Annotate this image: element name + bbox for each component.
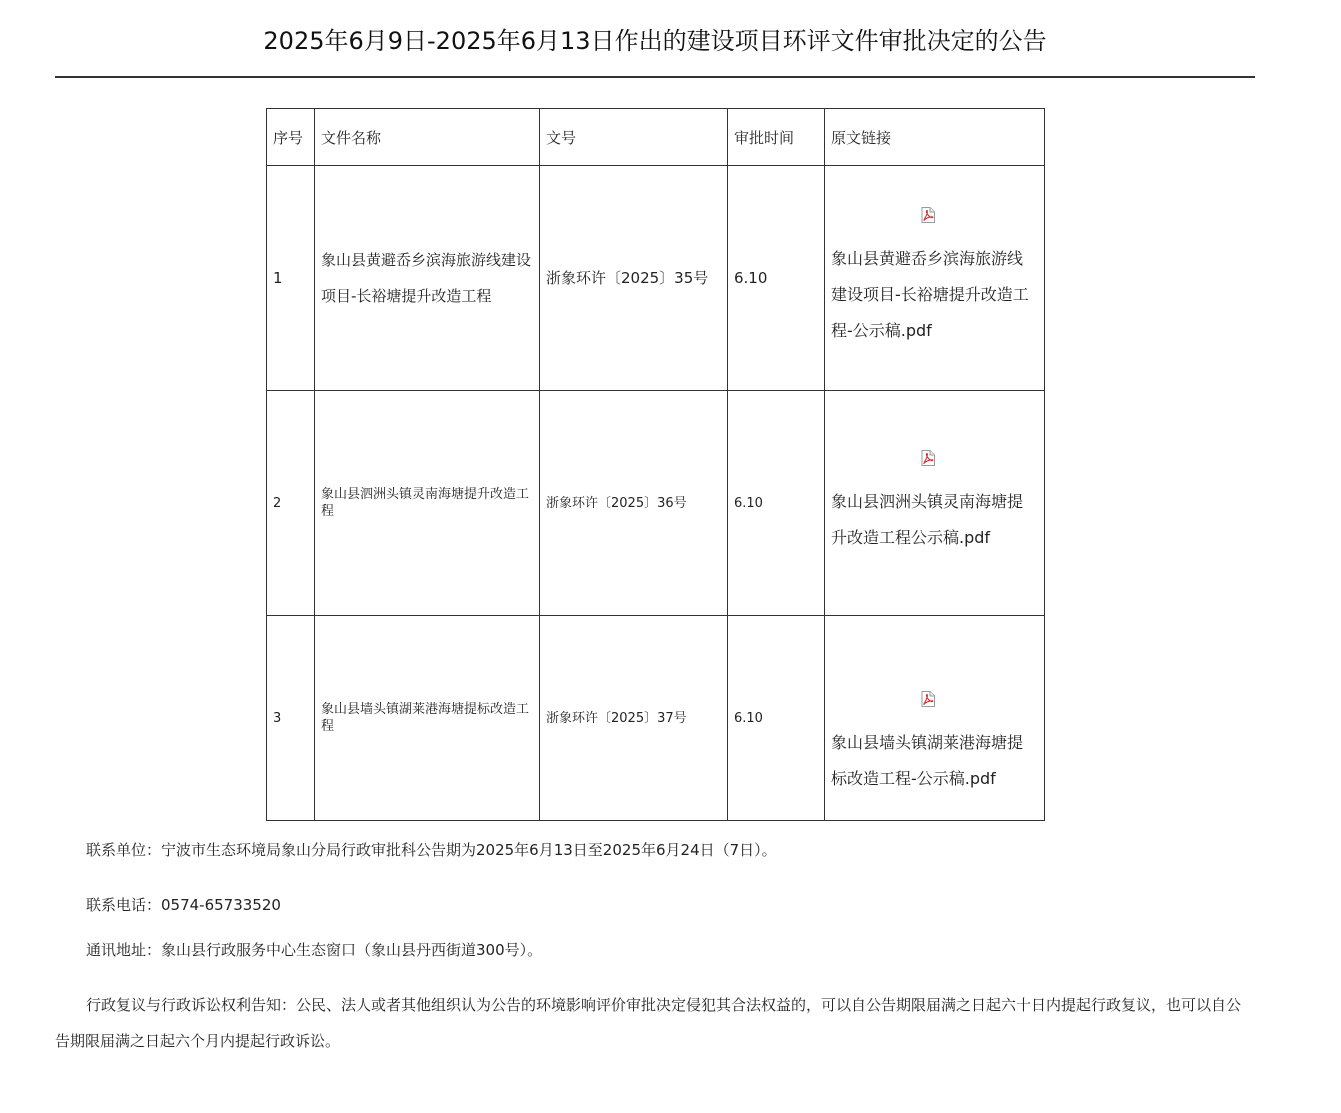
table-row — [267, 391, 1045, 616]
row-approval-date: 6.10 — [728, 166, 825, 391]
pdf-link[interactable]: 象山县泗洲头镇灵南海塘提升改造工程公示稿.pdf — [831, 492, 1024, 547]
table-row — [267, 166, 1045, 391]
row-file-name: 象山县墙头镇湖莱港海塘提标改造工程 — [315, 616, 540, 821]
header-date: 审批时间 — [728, 109, 825, 166]
pdf-link[interactable]: 象山县黄避岙乡滨海旅游线建设项目-长裕塘提升改造工程-公示稿.pdf — [831, 249, 1029, 340]
header-link: 原文链接 — [825, 109, 1045, 166]
header-no: 序号 — [267, 109, 315, 166]
contact-unit: 联系单位：宁波市生态环境局象山分局行政审批科公告期为2025年6月13日至2025年6月24日（7日）。 — [86, 841, 777, 859]
pdf-file-icon[interactable] — [921, 450, 935, 466]
row-link-cell — [825, 166, 1045, 391]
table-row — [267, 616, 1045, 821]
header-doc: 文号 — [540, 109, 728, 166]
row-file-name: 象山县黄避岙乡滨海旅游线建设项目-长裕塘提升改造工程 — [315, 166, 540, 391]
row-no: 2 — [267, 391, 315, 616]
pdf-file-icon[interactable] — [921, 691, 935, 707]
contact-phone: 联系电话：0574-65733520 — [86, 896, 281, 914]
row-no: 3 — [267, 616, 315, 821]
row-file-name: 象山县泗洲头镇灵南海塘提升改造工程 — [315, 391, 540, 616]
pdf-file-icon[interactable] — [921, 207, 935, 223]
appeal-rights-notice: 行政复议与行政诉讼权利告知：公民、法人或者其他组织认为公告的环境影响评价审批决定侵犯其合法权益的，可以自公告期限届满之日起六十日内提起行政复议，也可以自公告期限届满之日起六个月内提起行政诉讼。 — [55, 996, 1242, 1050]
pdf-link[interactable]: 象山县墙头镇湖莱港海塘提标改造工程-公示稿.pdf — [831, 733, 1024, 788]
header-name: 文件名称 — [315, 109, 540, 166]
row-doc-number: 浙象环许〔2025〕36号 — [540, 391, 728, 616]
approval-table — [266, 108, 1045, 821]
table-header-row — [267, 109, 1045, 166]
title-divider — [55, 76, 1255, 78]
row-doc-number: 浙象环许〔2025〕37号 — [540, 616, 728, 821]
row-doc-number: 浙象环许〔2025〕35号 — [540, 166, 728, 391]
row-approval-date: 6.10 — [728, 391, 825, 616]
contact-address: 通讯地址：象山县行政服务中心生态窗口（象山县丹西街道300号）。 — [86, 941, 543, 959]
page-title: 2025年6月9日-2025年6月13日作出的建设项目环评文件审批决定的公告 — [263, 27, 1047, 55]
row-approval-date: 6.10 — [728, 616, 825, 821]
row-no: 1 — [267, 166, 315, 391]
row-link-cell — [825, 616, 1045, 821]
row-link-cell — [825, 391, 1045, 616]
